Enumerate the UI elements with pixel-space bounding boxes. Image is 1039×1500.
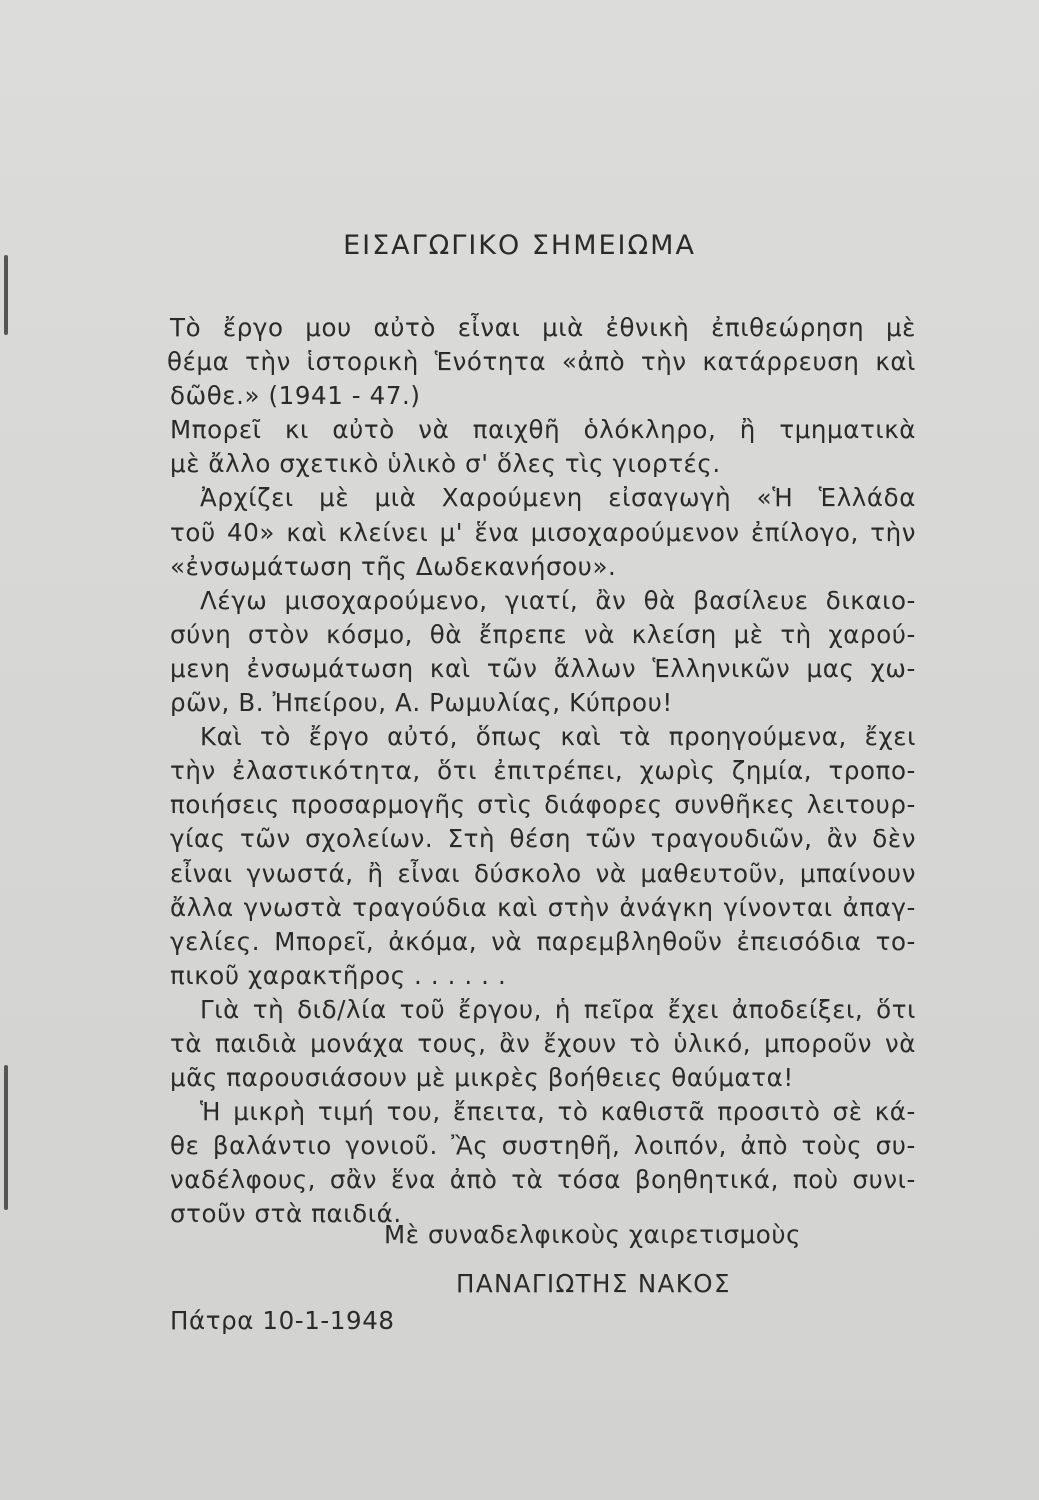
text-line: γίας τῶν σχολείων. Στὴ θέση τῶν τραγουδιῶν, ἂν δὲν (170, 824, 916, 854)
text-line: Γιὰ τὴ διδ/λία τοῦ ἔργου, ἡ πεῖρα ἔχει ἀποδείξει, ὅτι (200, 994, 916, 1024)
text-line: γελίες. Μπορεῖ, ἀκόμα, νὰ παρεμβληθοῦν ἐπεισόδια το- (170, 926, 916, 956)
place-and-date: Πάτρα 10-1-1948 (170, 1306, 395, 1335)
text-line: τὴν ἐλαστικότητα, ὅτι ἐπιτρέπει, χωρὶς ζημία, τροπο- (170, 756, 916, 786)
binding-mark (4, 255, 8, 335)
text-line: ρῶν, Β. Ἠπείρου, Α. Ρωμυλίας, Κύπρου! (170, 688, 673, 718)
text-line: μενη ἐνσωμάτωση καὶ τῶν ἄλλων Ἑλληνικῶν μας χω- (170, 653, 916, 683)
text-line: Καὶ τὸ ἔργο αὐτό, ὅπως καὶ τὰ προηγούμενα, ἔχει (200, 722, 916, 752)
text-line: στοῦν στὰ παιδιά. (170, 1199, 402, 1229)
text-line: σύνη στὸν κόσμο, θὰ ἔπρεπε νὰ κλείση μὲ τὴ χαρού- (170, 619, 916, 649)
text-line: Τὸ ἔργο μου αὐτὸ εἶναι μιὰ ἐθνικὴ ἐπιθεώρηση μὲ (170, 313, 916, 342)
text-line: τὰ παιδιὰ μονάχα τους, ἂν ἔχουν τὸ ὑλικό, μποροῦν νὰ (170, 1028, 916, 1058)
document-title: ΕΙΣΑΓΩΓΙΚΟ ΣΗΜΕΙΩΜΑ (343, 230, 696, 261)
text-line: τοῦ 40» καὶ κλείνει μ' ἕνα μισοχαρούμενον ἐπίλογο, τὴν (170, 517, 916, 547)
text-line: μὲ ἄλλο σχετικὸ ὑλικὸ σ' ὅλες τὶς γιορτές. (170, 449, 721, 479)
text-line: Λέγω μισοχαρούμενο, γιατί, ἂν θὰ βασίλευε δικαιο- (200, 585, 916, 615)
text-line: «ἐνσωμάτωση τῆς Δωδεκανήσου». (170, 551, 617, 581)
text-line: Ἡ μικρὴ τιμή του, ἔπειτα, τὸ καθιστᾶ προσιτὸ σὲ κά- (200, 1097, 916, 1127)
binding-mark (4, 1065, 8, 1210)
text-line: Ἀρχίζει μὲ μιὰ Χαρούμενη εἰσαγωγὴ «Ἡ Ἑλλάδα (200, 483, 916, 513)
document-body (167, 311, 916, 1232)
text-line: δῶθε.» (1941 - 47.) (170, 381, 421, 411)
text-line: μᾶς παρουσιάσουν μὲ μικρὲς βοήθειες θαύματα! (170, 1063, 794, 1093)
text-line: πικοῦ χαρακτῆρος . . . . . . (170, 960, 507, 990)
text-line: θε βαλάντιο γονιοῦ. Ἂς συστηθῆ, λοιπόν, ἀπὸ τοὺς συ- (170, 1131, 916, 1161)
closing-salutation: Μὲ συναδελφικοὺς χαιρετισμοὺς (384, 1220, 802, 1249)
text-line: Μπορεῖ κι αὐτὸ νὰ παιχθῆ ὁλόκληρο, ἢ τμηματικὰ (170, 415, 916, 445)
author-signature: ΠΑΝΑΓΙΩΤΗΣ ΝΑΚΟΣ (456, 1269, 731, 1298)
text-line: εἶναι γνωστά, ἢ εἶναι δύσκολο νὰ μαθευτοῦν, μπαίνουν (170, 858, 916, 888)
text-line: ἄλλα γνωστὰ τραγούδια καὶ στὴν ἀνάγκη γίνονται ἀπαγ- (170, 892, 916, 922)
text-line: θέμα τὴν ἱστορικὴ Ἑνότητα «ἀπὸ τὴν κατάρρευση καὶ (167, 347, 916, 377)
text-line: ποιήσεις προσαρμογῆς στὶς διάφορες συνθῆκες λειτουρ- (170, 790, 916, 820)
text-line: ναδέλφους, σἂν ἕνα ἀπὸ τὰ τόσα βοηθητικά, ποὺ συνι- (170, 1165, 916, 1195)
